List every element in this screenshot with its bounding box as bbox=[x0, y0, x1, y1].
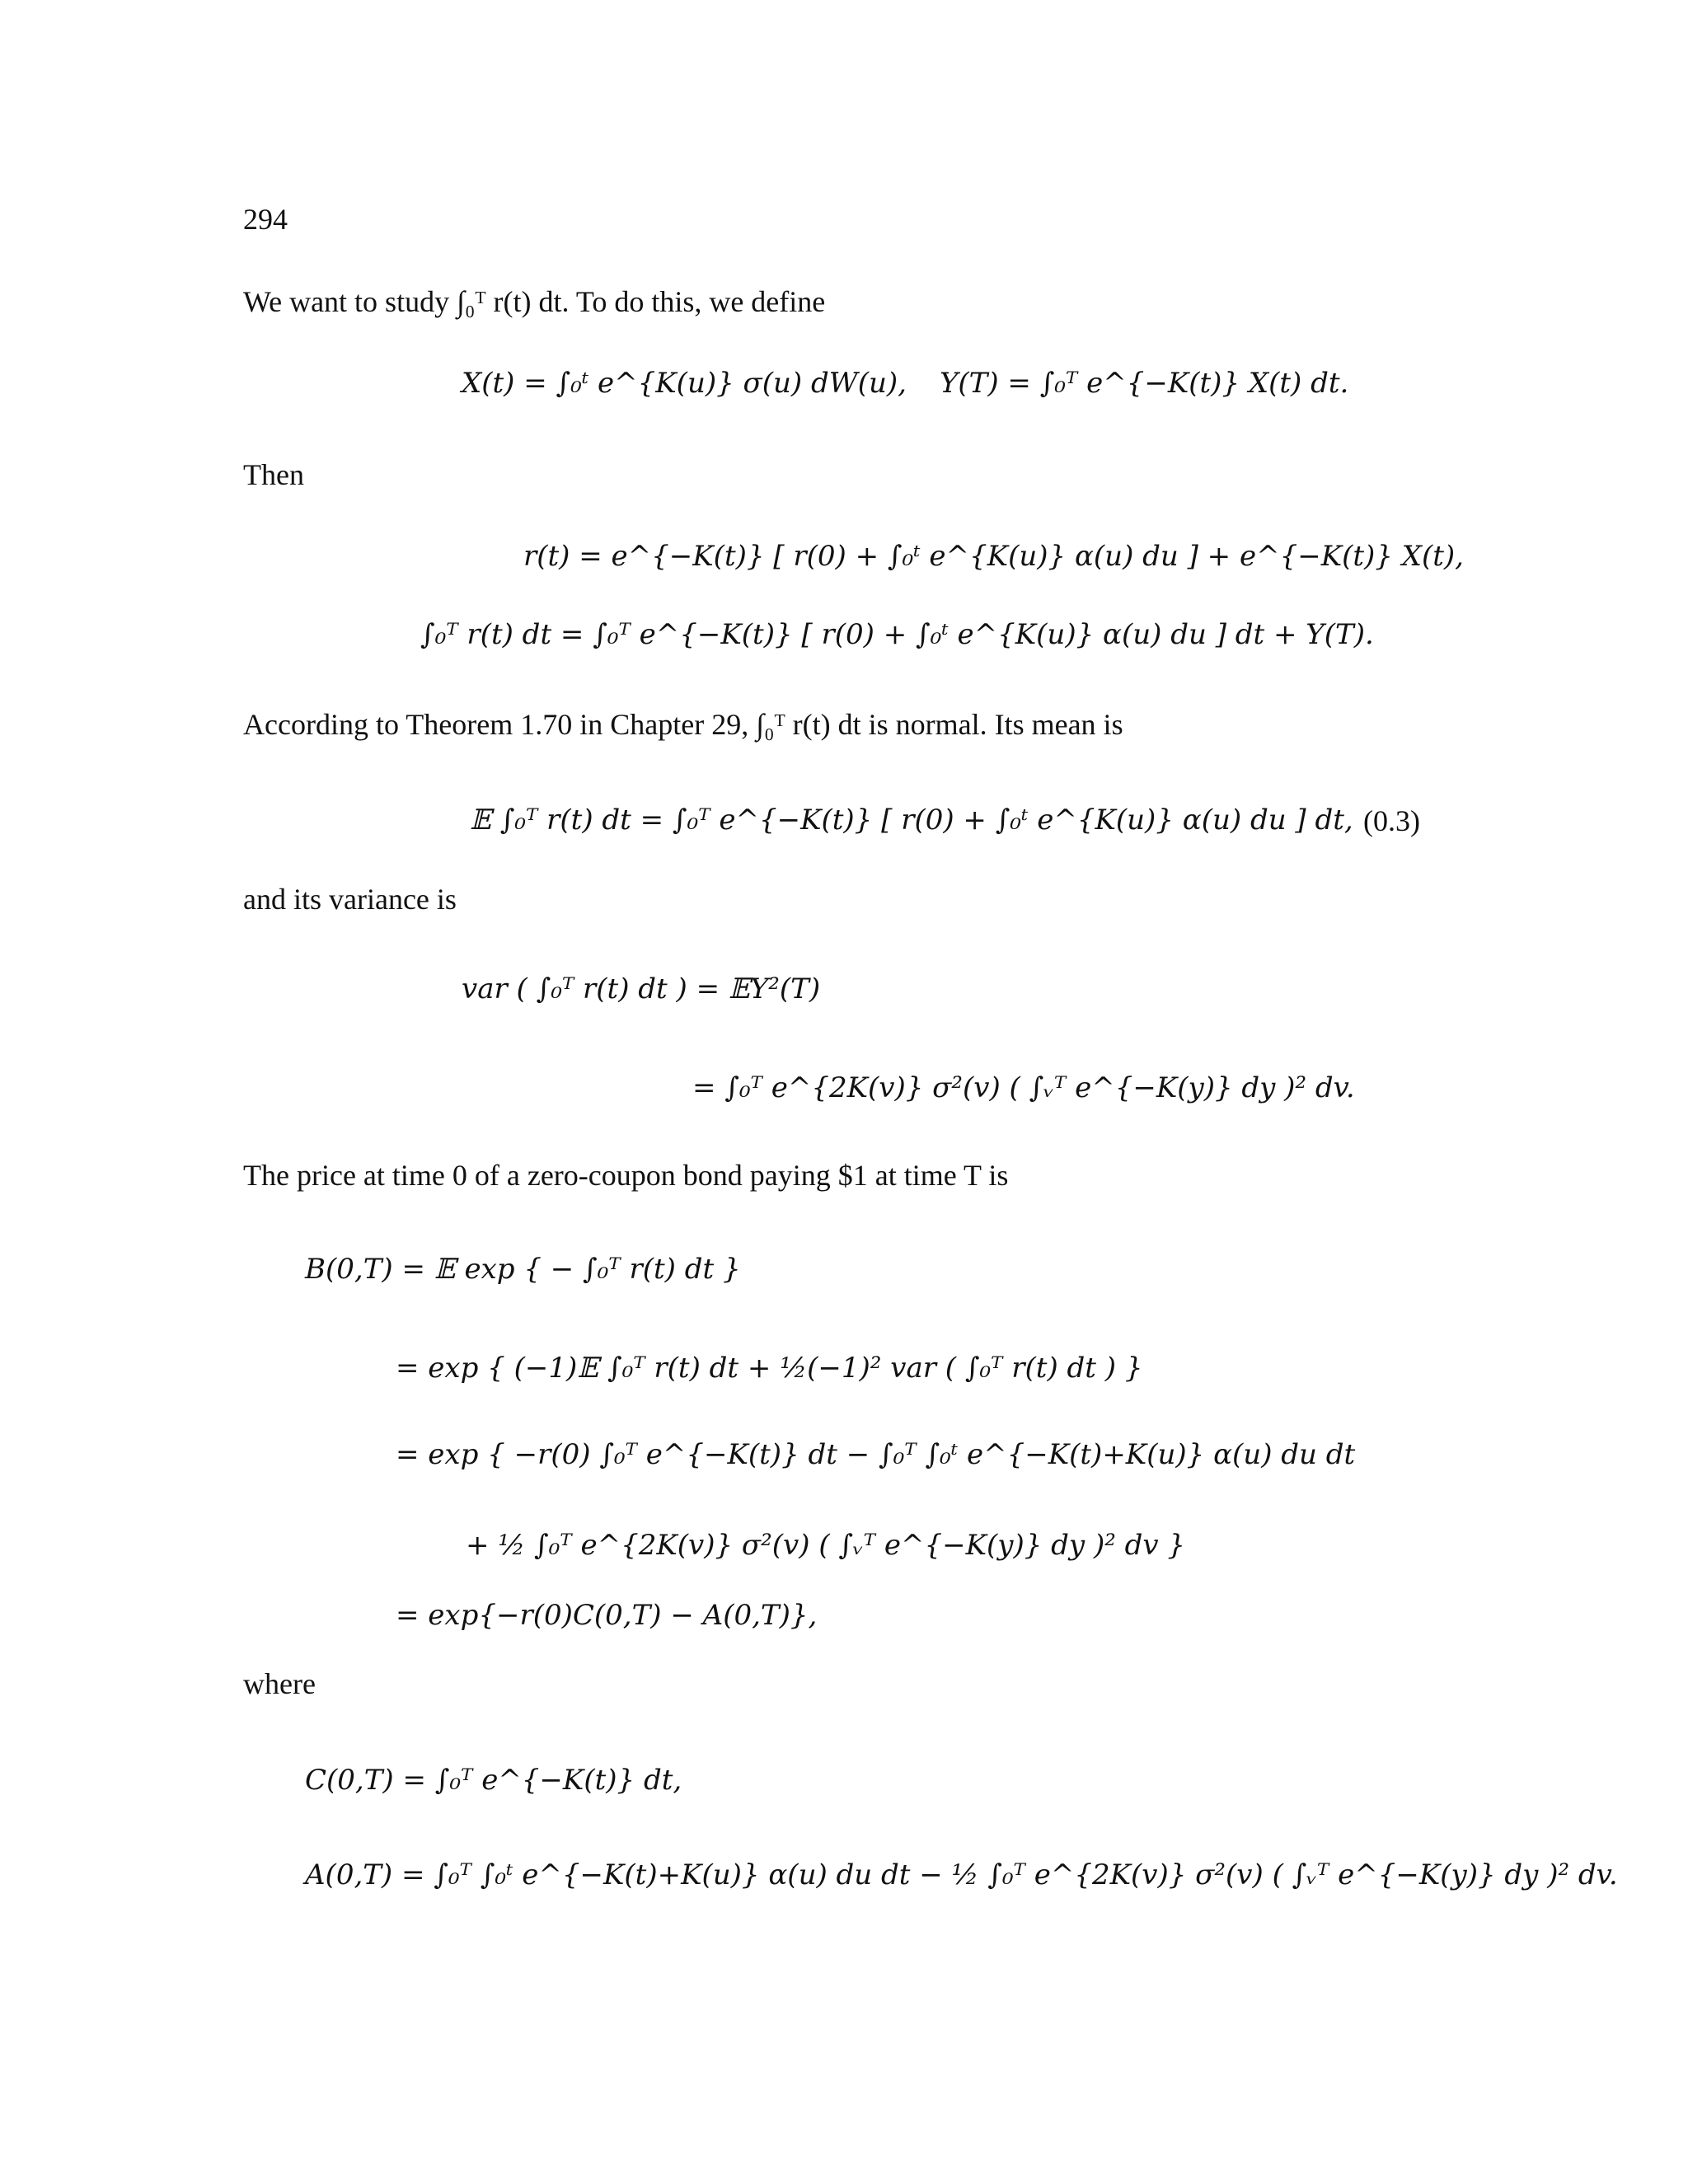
equation-mean: 𝔼 ∫₀ᵀ r(t) dt = ∫₀ᵀ e^{−K(t)} [ r(0) + ∫₀ᵗ e^{K(u)} α(u) du ] dt, bbox=[470, 804, 1353, 837]
equation-r-t: r(t) = e^{−K(t)} [ r(0) + ∫₀ᵗ e^{K(u)} α(u) du ] + e^{−K(t)} X(t), bbox=[523, 540, 1464, 573]
equation-bond-line3: = exp { −r(0) ∫₀ᵀ e^{−K(t)} dt − ∫₀ᵀ ∫₀ᵗ e^{−K(t)+K(u)} α(u) du dt bbox=[396, 1438, 1356, 1471]
equation-x-text: X(t) = ∫₀ᵗ e^{K(u)} σ(u) dW(u), bbox=[462, 367, 907, 400]
equation-integral-r: ∫₀ᵀ r(t) dt = ∫₀ᵀ e^{−K(t)} [ r(0) + ∫₀ᵗ e^{K(u)} α(u) du ] dt + Y(T). bbox=[420, 618, 1374, 651]
equation-bond-line5: = exp{−r(0)C(0,T) − A(0,T)}, bbox=[396, 1599, 818, 1632]
page-number: 294 bbox=[243, 203, 288, 236]
paragraph-normal: According to Theorem 1.70 in Chapter 29, ∫₀ᵀ r(t) dt is normal. Its mean is bbox=[243, 708, 1123, 741]
equation-number: (0.3) bbox=[1363, 804, 1420, 837]
equation-bond-line2: = exp { (−1)𝔼 ∫₀ᵀ r(t) dt + ½(−1)² var ( ∫₀ᵀ r(t) dt ) } bbox=[396, 1352, 1143, 1385]
equation-variance-line2: = ∫₀ᵀ e^{2K(v)} σ²(v) ( ∫ᵥᵀ e^{−K(y)} dy )² dv. bbox=[692, 1071, 1355, 1104]
equation-variance-line1: var ( ∫₀ᵀ r(t) dt ) = 𝔼Y²(T) bbox=[462, 972, 821, 1005]
equation-c-definition: C(0,T) = ∫₀ᵀ e^{−K(t)} dt, bbox=[305, 1764, 682, 1797]
paragraph-where: where bbox=[243, 1667, 316, 1700]
equation-bond-line1: B(0,T) = 𝔼 exp { − ∫₀ᵀ r(t) dt } bbox=[305, 1253, 741, 1286]
paragraph-variance: and its variance is bbox=[243, 883, 457, 916]
paragraph-then: Then bbox=[243, 458, 304, 491]
equation-y-text: Y(T) = ∫₀ᵀ e^{−K(t)} X(t) dt. bbox=[939, 367, 1349, 400]
equation-a-definition: A(0,T) = ∫₀ᵀ ∫₀ᵗ e^{−K(t)+K(u)} α(u) du dt − ½ ∫₀ᵀ e^{2K(v)} σ²(v) ( ∫ᵥᵀ e^{−K(y)} dy )² dv. bbox=[305, 1858, 1618, 1891]
equation-bond-line4: + ½ ∫₀ᵀ e^{2K(v)} σ²(v) ( ∫ᵥᵀ e^{−K(y)} dy )² dv } bbox=[466, 1529, 1186, 1562]
equation-x-definition bbox=[462, 342, 1348, 424]
paragraph-bond-price: The price at time 0 of a zero-coupon bond paying $1 at time T is bbox=[243, 1159, 1009, 1192]
paragraph-intro: We want to study ∫₀ᵀ r(t) dt. To do this, we define bbox=[243, 285, 826, 318]
